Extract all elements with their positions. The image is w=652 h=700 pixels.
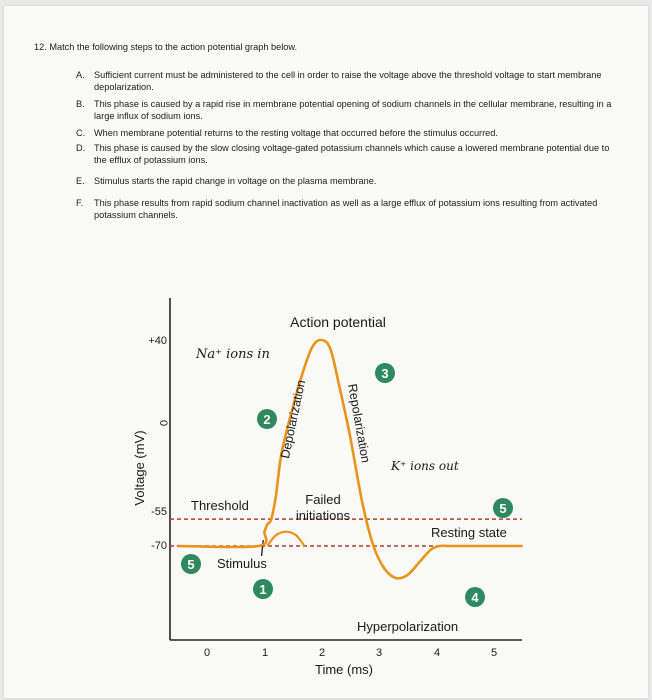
x-tick-label: 5	[490, 647, 498, 659]
svg-text:1: 1	[259, 582, 267, 597]
hyperpolarization-label: Hyperpolarization	[357, 619, 459, 634]
option-text: This phase is caused by the slow closing voltage-gated potassium channels which cause a lowered membrane potential due to the efflux of potassium ions.	[94, 143, 610, 166]
step-marker-4	[465, 587, 485, 607]
chart-title: Action potential	[290, 314, 386, 330]
x-axis-label: Time (ms)	[314, 662, 374, 677]
option-text: This phase is caused by a rapid rise in membrane potential opening of sodium channels in the cellular membrane, resulting in a large influx of sodium ions.	[94, 99, 612, 122]
y-axis-label: Voltage (mV)	[132, 430, 147, 506]
svg-text:5: 5	[499, 501, 507, 516]
option-text: When membrane potential returns to the resting voltage that occurred before the stimulus occurred.	[94, 128, 498, 138]
x-tick-label: 3	[375, 647, 383, 659]
y-tick-label: +40	[148, 335, 167, 347]
option-letter: B.	[76, 99, 85, 109]
option-letter: A.	[76, 70, 85, 80]
series-line-failed-initiations	[267, 532, 304, 546]
option-letter: C.	[76, 128, 86, 138]
na-ions-annotation: Na⁺ ions in	[196, 347, 270, 362]
option-text: Sufficient current must be administered to the cell in order to raise the voltage above the threshold voltage to start membrane depolarization.	[94, 70, 602, 93]
option-text: This phase results from rapid sodium channel inactivation as well as a large efflux of potassium ions resulting from activated potassium channels.	[94, 198, 598, 221]
step-marker-5-stimulus	[181, 554, 201, 574]
y-tick-label: -70	[151, 540, 167, 552]
failed-initiations-label: Failed	[305, 492, 341, 507]
y-tick-label: 0	[157, 419, 169, 427]
option-letter: D.	[76, 143, 86, 153]
resting-state-label: Resting state	[431, 525, 507, 540]
repolarization-label: Repolarization	[345, 382, 373, 464]
k-ions-annotation: K⁺ ions out	[391, 459, 459, 473]
step-marker-1	[253, 579, 273, 599]
x-tick-label: 2	[318, 647, 326, 659]
x-tick-label: 1	[261, 647, 269, 659]
y-tick-label: -55	[151, 506, 167, 518]
x-tick-label: 4	[433, 647, 441, 659]
step-marker-2	[257, 409, 277, 429]
option-text: Stimulus starts the rapid change in voltage on the plasma membrane.	[94, 176, 377, 186]
failed-initiations-label: initiations	[295, 508, 351, 523]
svg-text:2: 2	[263, 412, 271, 427]
svg-text:4: 4	[471, 590, 479, 605]
step-marker-3	[375, 363, 395, 383]
svg-text:5: 5	[187, 557, 195, 572]
depolarization-label: Depolarization	[277, 378, 309, 460]
series-line-membrane-potential	[178, 340, 522, 579]
stimulus-tick	[262, 540, 264, 556]
x-tick-label: 0	[203, 647, 211, 659]
threshold-label: Threshold	[191, 498, 249, 513]
step-marker-5-resting	[493, 498, 513, 518]
svg-text:3: 3	[381, 366, 389, 381]
option-letter: F.	[76, 198, 84, 208]
question-title: 12. Match the following steps to the action potential graph below.	[34, 42, 298, 52]
stimulus-label: Stimulus	[217, 556, 267, 571]
option-letter: E.	[76, 176, 85, 186]
